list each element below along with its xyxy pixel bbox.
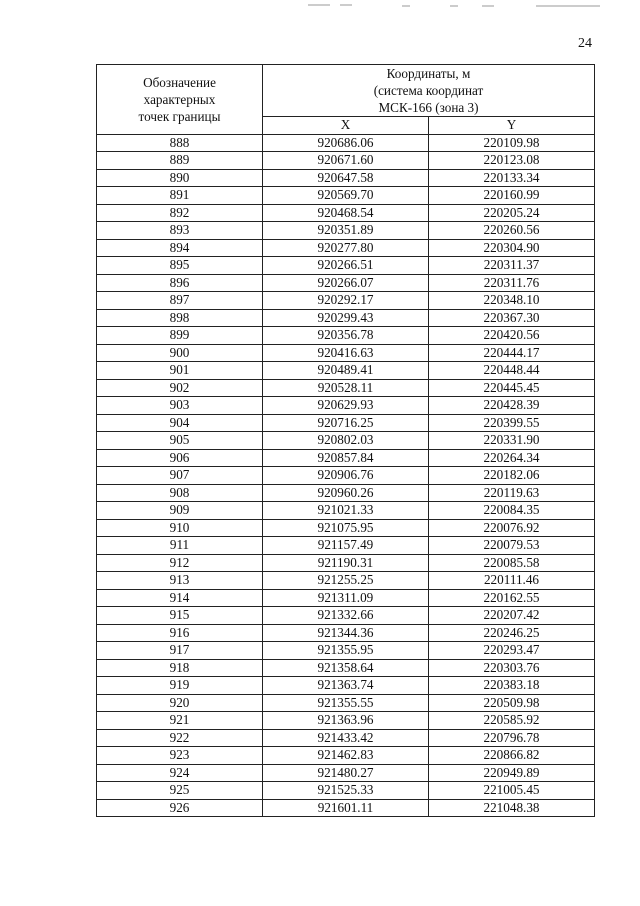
- point-cell: 889: [97, 152, 263, 170]
- x-cell: 921358.64: [263, 659, 429, 677]
- x-cell: 921601.11: [263, 799, 429, 817]
- x-cell: 920802.03: [263, 432, 429, 450]
- y-cell: 220293.47: [429, 642, 595, 660]
- point-cell: 906: [97, 449, 263, 467]
- table-row: [97, 344, 595, 362]
- x-cell: 921021.33: [263, 502, 429, 520]
- point-cell: 916: [97, 624, 263, 642]
- table-row: [97, 379, 595, 397]
- table-row: [97, 414, 595, 432]
- table-row: [97, 589, 595, 607]
- x-cell: 921355.95: [263, 642, 429, 660]
- y-cell: 220585.92: [429, 712, 595, 730]
- y-cell: 220311.76: [429, 274, 595, 292]
- header-coords-line: (система координат: [373, 83, 484, 98]
- y-cell: 221048.38: [429, 799, 595, 817]
- point-cell: 912: [97, 554, 263, 572]
- point-cell: 914: [97, 589, 263, 607]
- table-row: [97, 327, 595, 345]
- y-cell: 220264.34: [429, 449, 595, 467]
- x-cell: 921363.74: [263, 677, 429, 695]
- point-cell: 918: [97, 659, 263, 677]
- table-row: [97, 292, 595, 310]
- y-cell: 220348.10: [429, 292, 595, 310]
- x-cell: 921332.66: [263, 607, 429, 625]
- point-cell: 907: [97, 467, 263, 485]
- x-cell: 920468.54: [263, 204, 429, 222]
- x-cell: 921433.42: [263, 729, 429, 747]
- point-cell: 894: [97, 239, 263, 257]
- x-cell: 920857.84: [263, 449, 429, 467]
- table-row: [97, 642, 595, 660]
- x-cell: 920489.41: [263, 362, 429, 380]
- x-cell: 920569.70: [263, 187, 429, 205]
- y-cell: 220949.89: [429, 764, 595, 782]
- y-cell: 220509.98: [429, 694, 595, 712]
- y-cell: 220367.30: [429, 309, 595, 327]
- table-row: [97, 659, 595, 677]
- y-cell: 220420.56: [429, 327, 595, 345]
- header-y: Y: [429, 117, 595, 135]
- y-cell: 221005.45: [429, 782, 595, 800]
- table-row: [97, 782, 595, 800]
- coordinates-table: [96, 64, 595, 817]
- table-row: [97, 222, 595, 240]
- header-point-line: характерных: [143, 91, 216, 107]
- y-cell: 220084.35: [429, 502, 595, 520]
- point-cell: 899: [97, 327, 263, 345]
- header-x: X: [263, 117, 429, 135]
- table-row: [97, 134, 595, 152]
- table-row: [97, 764, 595, 782]
- table-row: [97, 694, 595, 712]
- point-cell: 902: [97, 379, 263, 397]
- table-row: [97, 362, 595, 380]
- point-cell: 919: [97, 677, 263, 695]
- point-cell: 893: [97, 222, 263, 240]
- table-row: [97, 799, 595, 817]
- table-row: [97, 624, 595, 642]
- point-cell: 891: [97, 187, 263, 205]
- header-coords-line: МСК-166 (зона 3): [378, 100, 479, 115]
- x-cell: 920356.78: [263, 327, 429, 345]
- y-cell: 220076.92: [429, 519, 595, 537]
- x-cell: 920528.11: [263, 379, 429, 397]
- table-row: [97, 449, 595, 467]
- header-coords-line: Координаты, м: [386, 66, 471, 81]
- point-cell: 897: [97, 292, 263, 310]
- y-cell: 220133.34: [429, 169, 595, 187]
- point-cell: 895: [97, 257, 263, 275]
- table-row: [97, 239, 595, 257]
- table-row: [97, 712, 595, 730]
- y-cell: 220260.56: [429, 222, 595, 240]
- y-cell: 220162.55: [429, 589, 595, 607]
- x-cell: 921255.25: [263, 572, 429, 590]
- y-cell: 220444.17: [429, 344, 595, 362]
- table-row: [97, 677, 595, 695]
- header-point-line: Обозначение: [143, 74, 216, 90]
- x-cell: 920716.25: [263, 414, 429, 432]
- x-cell: 921075.95: [263, 519, 429, 537]
- table-row: [97, 467, 595, 485]
- point-cell: 911: [97, 537, 263, 555]
- point-cell: 908: [97, 484, 263, 502]
- point-cell: 896: [97, 274, 263, 292]
- table-row: [97, 152, 595, 170]
- y-cell: 220119.63: [429, 484, 595, 502]
- table-row: [97, 397, 595, 415]
- table-row: [97, 432, 595, 450]
- y-cell: 220428.39: [429, 397, 595, 415]
- y-cell: 220383.18: [429, 677, 595, 695]
- table-row: [97, 204, 595, 222]
- x-cell: 920960.26: [263, 484, 429, 502]
- y-cell: 220123.08: [429, 152, 595, 170]
- y-cell: 220311.37: [429, 257, 595, 275]
- table-row: [97, 537, 595, 555]
- x-cell: 921525.33: [263, 782, 429, 800]
- x-cell: 920277.80: [263, 239, 429, 257]
- table-row: [97, 502, 595, 520]
- table-row: [97, 169, 595, 187]
- x-cell: 920351.89: [263, 222, 429, 240]
- y-cell: 220160.99: [429, 187, 595, 205]
- table-row: [97, 554, 595, 572]
- x-cell: 920686.06: [263, 134, 429, 152]
- table-body: [97, 134, 595, 817]
- point-cell: 917: [97, 642, 263, 660]
- table-row: [97, 747, 595, 765]
- y-cell: 220445.45: [429, 379, 595, 397]
- table-row: [97, 484, 595, 502]
- point-cell: 904: [97, 414, 263, 432]
- x-cell: 920906.76: [263, 467, 429, 485]
- y-cell: 220205.24: [429, 204, 595, 222]
- y-cell: 220085.58: [429, 554, 595, 572]
- point-cell: 926: [97, 799, 263, 817]
- table-row: [97, 572, 595, 590]
- x-cell: 920292.17: [263, 292, 429, 310]
- y-cell: 220866.82: [429, 747, 595, 765]
- table-row: [97, 729, 595, 747]
- y-cell: 220303.76: [429, 659, 595, 677]
- point-cell: 905: [97, 432, 263, 450]
- scan-artifact-dashes: [300, 2, 640, 10]
- table-row: [97, 607, 595, 625]
- y-cell: 220796.78: [429, 729, 595, 747]
- x-cell: 920299.43: [263, 309, 429, 327]
- point-cell: 888: [97, 134, 263, 152]
- x-cell: 921462.83: [263, 747, 429, 765]
- point-cell: 923: [97, 747, 263, 765]
- x-cell: 920671.60: [263, 152, 429, 170]
- point-cell: 910: [97, 519, 263, 537]
- y-cell: 220448.44: [429, 362, 595, 380]
- header-point-designation: [97, 65, 263, 135]
- table-row: [97, 274, 595, 292]
- table-row: [97, 519, 595, 537]
- x-cell: 920416.63: [263, 344, 429, 362]
- y-cell: 220079.53: [429, 537, 595, 555]
- point-cell: 920: [97, 694, 263, 712]
- point-cell: 915: [97, 607, 263, 625]
- point-cell: 921: [97, 712, 263, 730]
- page-number: 24: [578, 36, 592, 51]
- y-cell: 220111.46: [429, 572, 595, 590]
- y-cell: 220304.90: [429, 239, 595, 257]
- x-cell: 921355.55: [263, 694, 429, 712]
- point-cell: 900: [97, 344, 263, 362]
- point-cell: 898: [97, 309, 263, 327]
- point-cell: 909: [97, 502, 263, 520]
- point-cell: 901: [97, 362, 263, 380]
- header-coordinates: [263, 65, 595, 117]
- y-cell: 220207.42: [429, 607, 595, 625]
- point-cell: 903: [97, 397, 263, 415]
- y-cell: 220331.90: [429, 432, 595, 450]
- header-point-line: точек границы: [138, 108, 221, 124]
- x-cell: 921157.49: [263, 537, 429, 555]
- y-cell: 220246.25: [429, 624, 595, 642]
- point-cell: 922: [97, 729, 263, 747]
- table-row: [97, 257, 595, 275]
- point-cell: 925: [97, 782, 263, 800]
- point-cell: 892: [97, 204, 263, 222]
- x-cell: 920266.51: [263, 257, 429, 275]
- table-row: [97, 187, 595, 205]
- x-cell: 920266.07: [263, 274, 429, 292]
- y-cell: 220182.06: [429, 467, 595, 485]
- x-cell: 921480.27: [263, 764, 429, 782]
- y-cell: 220399.55: [429, 414, 595, 432]
- x-cell: 921311.09: [263, 589, 429, 607]
- point-cell: 924: [97, 764, 263, 782]
- point-cell: 913: [97, 572, 263, 590]
- x-cell: 920647.58: [263, 169, 429, 187]
- x-cell: 921190.31: [263, 554, 429, 572]
- table-row: [97, 309, 595, 327]
- point-cell: 890: [97, 169, 263, 187]
- x-cell: 921344.36: [263, 624, 429, 642]
- x-cell: 920629.93: [263, 397, 429, 415]
- y-cell: 220109.98: [429, 134, 595, 152]
- x-cell: 921363.96: [263, 712, 429, 730]
